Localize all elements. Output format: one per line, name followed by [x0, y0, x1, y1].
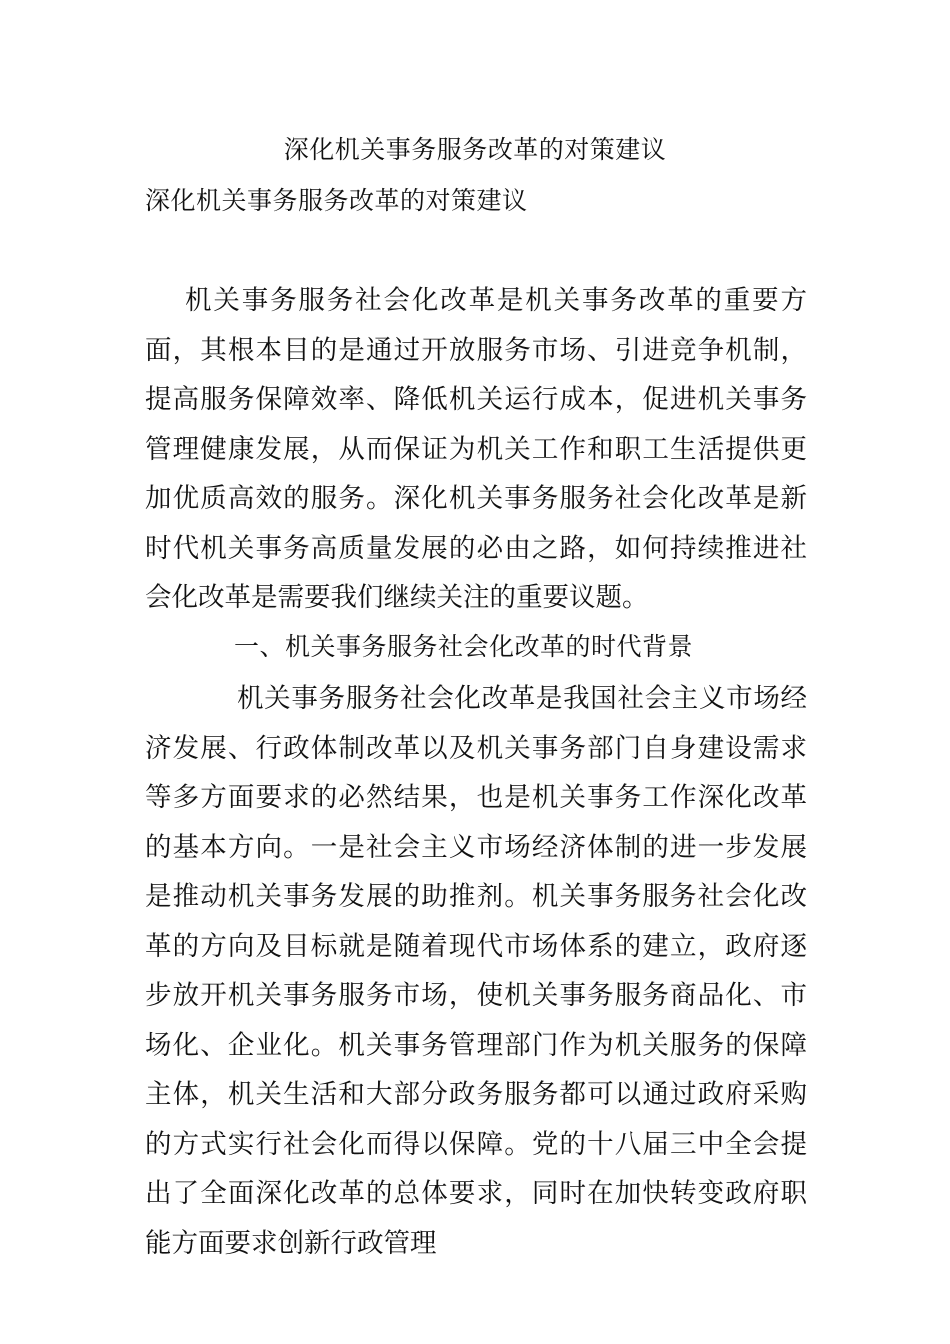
- document-title: 深化机关事务服务改革的对策建议: [283, 135, 667, 164]
- section-heading: 一、机关事务服务社会化改革的时代背景: [234, 632, 694, 661]
- document-subtitle: 深化机关事务服务改革的对策建议: [145, 186, 528, 215]
- intro-paragraph: 机关事务服务社会化改革是机关事务改革的重要方面，其根本目的是通过开放服务市场、引进竞争机制，提高服务保障效率、降低机关运行成本，促进机关事务管理健康发展，从而保证为机关工作和职工生活提供更加优质高效的服务。深化机关事务服务社会化改革是新时代机关事务高质量发展的必由之路，如何持续推进社会化改革是需要我们继续关注的重要议题。: [145, 285, 807, 613]
- section-paragraph: 机关事务服务社会化改革是我国社会主义市场经济发展、行政体制改革以及机关事务部门自身建设需求等多方面要求的必然结果，也是机关事务工作深化改革的基本方向。一是社会主义市场经济体制的进一步发展是推动机关事务发展的助推剂。机关事务服务社会化改革的方向及目标就是随着现代市场体系的建立，政府逐步放开机关事务服务市场，使机关事务服务商品化、市场化、企业化。机关事务管理部门作为机关服务的保障主体，机关生活和大部分政务服务都可以通过政府采购的方式实行社会化而得以保障。党的十八届三中全会提出了全面深化改革的总体要求，同时在加快转变政府职能方面要求创新行政管理: [145, 683, 807, 1259]
